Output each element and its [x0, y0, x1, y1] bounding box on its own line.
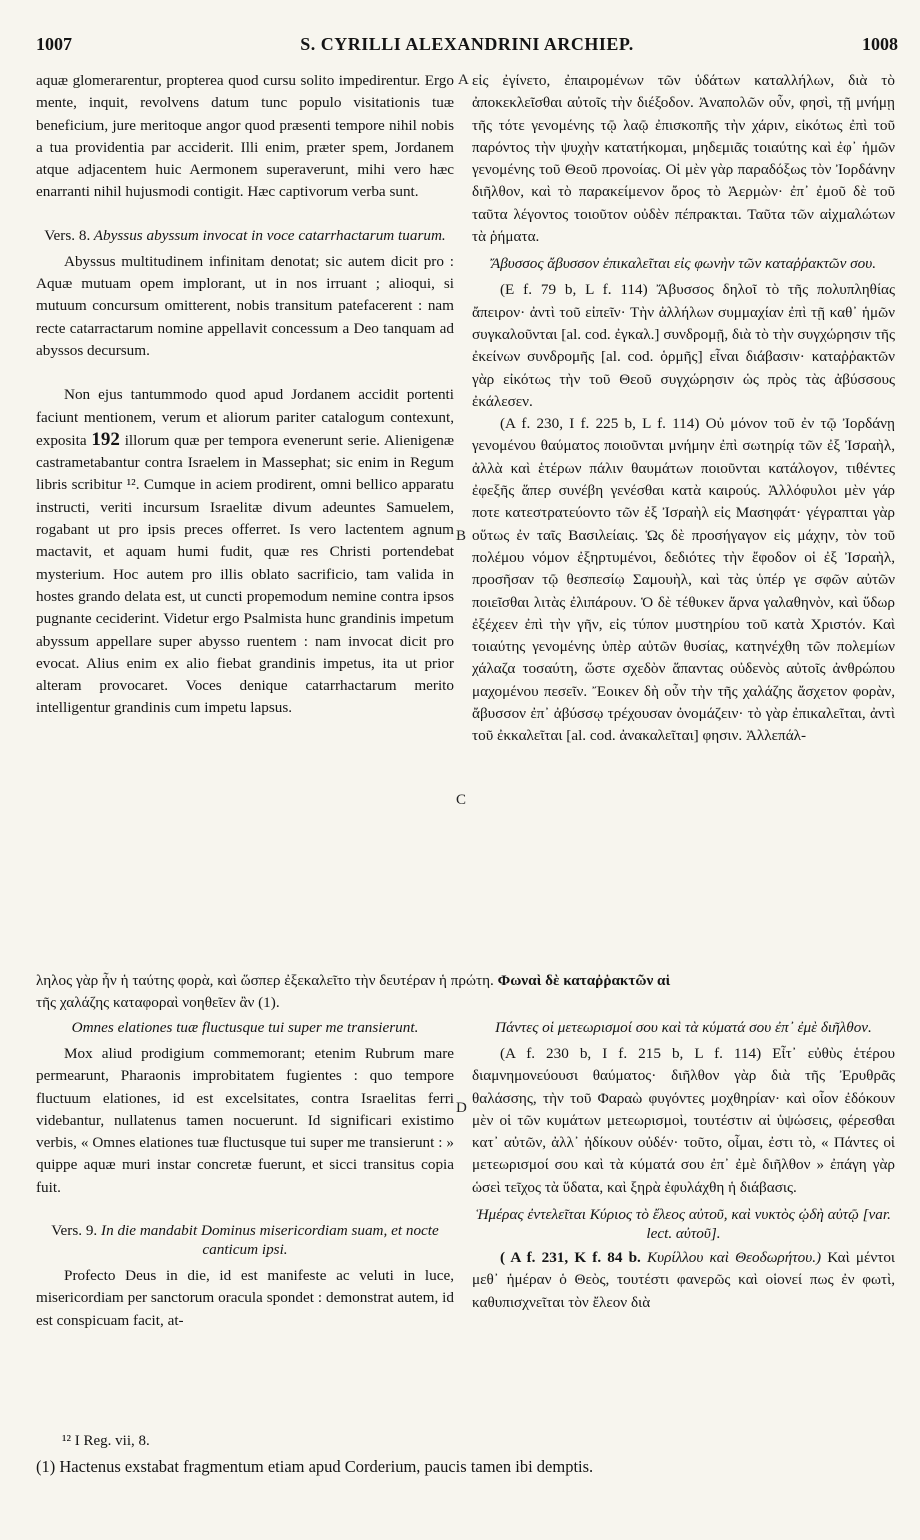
page-header — [36, 34, 898, 62]
latin-omnes-heading: Omnes elationes tuæ fluctusque tui super me transierunt. — [71, 1019, 419, 1036]
latin-paragraph-3-part-a: Non ejus tantummodo quod apud Jordanem accidit portenti faciunt mentionem, verum et aliorum pariter catalogum contexunt, exposita — [36, 386, 454, 449]
footnote-1: (1) Hactenus exstabat fragmentum etiam apud Corderium, paucis tamen ibi demptis. — [36, 1457, 594, 1476]
greek-verse-9-heading: Ἡμέρας ἐντελεῖται Κύριος τὸ ἔλεος αὐτοῦ, καὶ νυκτὸς ᾠδὴ αὐτῷ [var. lect. αὐτοῦ]. — [476, 1206, 891, 1243]
page-number-right: 1008 — [862, 34, 898, 54]
latin-paragraph-5: Profecto Deus in die, id est manifeste ac veluti in luce, misericordiam per sanctorum oracula spondet : demonstrat autem, id est conspicuam facit, at- — [36, 1267, 454, 1329]
latin-verse-8-heading — [36, 226, 454, 245]
greek-paragraph-3: (A f. 230, I f. 225 b, L f. 114) Οὐ μόνον τοῦ ἐν τῷ Ἰορδάνῃ γενομένου θαύματος ποιοῦνται μνήμην ἐπὶ σωτηρίᾳ τῶν ἐξ Ἰσραὴλ, ἀλλὰ καὶ ἑτέρων πάλιν θαυμάτων ποιοῦνται κατάλογον, τιθέντες ἐφεξῆς ἅπερ συνέβη γενέσθαι κατὰ καιρούς. Ἀλλόφυλοι μὲν γάρ ποτε κατεστρατεύοντο τῶν ἐξ Ἰσραὴλ εἰς Μασηφάτ· γέγραπται γὰρ οὕτως ἐν ταῖς Βασιλείαις. Ὡς δὲ προσήγαγον εἰς μάχην, τὸν τοῦ πολέμου νόμον ἐξηρτυμένοι, δεδιότες τὴν ἔφοδον οἱ ἐξ Ἰσραὴλ, προσῆσαν τῷ θεσπεσίῳ Σαμουὴλ, καὶ τὰς ὑπέρ γε σφῶν αὐτῶν ποιεῖσθαι λιτὰς ἐλιπάρουν. Ὁ δὲ τέθυκεν ἄρνα γαλαθηνὸν, καὶ ὕδωρ ἐξέχεεν ἐπὶ τὴν γῆν, εἰς τύπον μυστηρίου τοῦ κατὰ Χριστόν. Καὶ τοιαύτης γενομένης ὑπὲρ αὐτῶν θυσίας, κατηνέχθη τῶν πολεμίων χάλαζα τοσαύτη, ὥστε σχεδὸν ἅπαντας οὐδενὸς αὐτοῖς ἀνθρώπου μαχομένου πεσεῖν. Ἔοικεν δὴ οὖν τὴν τῆς χαλάζης ἄσχετον φορὰν, ἄβυσσον ἐπ᾽ ἀβύσσῳ τρέχουσαν ὀνομάζειν· τὸ γὰρ ἐπικαλεῖται, ἀντὶ τοῦ ἐκκαλεῖται [al. cod. ἀνακαλεῖται] φησιν. Ἀλλεπάλ- — [472, 415, 895, 745]
greek-paragraph-1: εἰς ἐγίνετο, ἐπαιρομένων τῶν ὑδάτων καταλλήλων, διὰ τὸ ἀποκεκλεῖσθαι αὐτοῖς τὴν διέξοδον. Ἀναπολῶν οὖν, φησὶ, τῇ μνήμῃ τῆς τότε γενομένης τῷ λαῷ ἐπισκοπῆς τὴν χάριν, εἰκότως ἐπὶ τοῦ παρόντος τὴν ψυχὴν κατατήκομαι, μηδεμιᾶς τοιαύτης καὶ ἐφ᾽ ἡμῶν γενομένης τοῦ Θεοῦ προνοίας. Οἱ μὲν γὰρ παραδόξως τὸν Ἰορδάνην διῆλθον, καὶ τὸ παρακείμενον ὄρος τὸ Ἀερμὼν· ἐπ᾽ ἐμοῦ δὲ τοῦ ταῦτα λέγοντος τοιοῦτον οὐδὲν πέπρακται. Ταῦτα τῶν αἰχμαλώτων τὰ ῥήματα. — [472, 72, 895, 246]
greek-paragraph-5-ref: ( A f. 231, K f. 84 b. — [500, 1249, 641, 1267]
latin-paragraph-3-part-b: illorum quæ per tempora evenerunt serie. Alienigenæ castrametabantur contra Israelem in Massephat; sic enim in Regum libris scribitur ¹². Cumque in aciem prodirent, omni bellico apparatu instructi, veriti incursum Israelitæ divum adeuntes Samuelem, rogabant ut pro ipsis preces offerret. Is vero lactentem agnum mactavit, et aquam humi fudit, quæ res Christi portendebat mysterium. Hoc autem pro illis oblato sacrificio, tam valida in hostes grando delata est, ut cuncti propemodum nemine contra ipsos pugnante ceciderint. Videtur ergo Psalmista hunc grandinis impetum abyssum appellare super abysso ruentem : nam invocat dicit pro evocat. Alius enim ex alio fiebat grandinis impetus, ita ut prior alteram provocaret. Voces denique catarrhactarum merito intelligentur grandinis cum impetu lapsus. — [36, 431, 455, 717]
margin-marker-d: D — [456, 1100, 467, 1116]
verse-8-label: Vers. 8. — [44, 226, 91, 244]
spanning-line-1-a: ληλος γὰρ ἦν ἡ ταύτης φορὰ, καὶ ὥσπερ ἐξεκαλεῖτο τὴν δευτέραν ἡ πρώτη. — [36, 972, 494, 989]
greek-paragraph-5-text: Καὶ μέντοι μεθ᾽ ἡμέραν ὁ Θεὸς, τουτέστι φανερῶς καὶ οἱονεί πως ἐν φωτὶ, καθυπισχνεῖται τὸν ἔλεον διὰ — [472, 1249, 896, 1311]
footnote-12: ¹² I Reg. vii, 8. — [62, 1433, 150, 1449]
greek-paragraph-4: (A f. 230 b, I f. 215 b, L f. 114) Εἶτ᾽ εὐθὺς ἑτέρου διαμνημονεύουσι θαύματος· διῆλθον γὰρ διὰ τῆς Ἐρυθρᾶς θαλάσσης, τὴν τοῦ Φαραὼ φυγόντες μοχθηρίαν· καὶ οἷον ἐδόκουν μὲν οἱ τῶν κυμάτων μετεωρισμοὶ, τουτέστιν αἱ ὑψώσεις, φέρεσθαι κατ᾽ αὐτῶν, ἀλλ᾽ ἠδίκουν οὐδέν· τοῦτο, οἶμαι, ἐστι τὸ, « Πάντες οἱ μετεωρισμοί σου καὶ τὰ κύματά σου ἐπ᾽ ἐμὲ διῆλθον » ἐπάγη γὰρ ὡσεὶ τεῖχος τὰ ὕδατα, καὶ ξηρὰ ἐφυλάχθη ἡ διάβασις. — [472, 1045, 895, 1196]
margin-marker-b: B — [456, 528, 467, 544]
latin-paragraph-1: aquæ glomerarentur, propterea quod cursu solito impedirentur. Ergo mente, inquit, revolvens datum tunc populo visitationis tuæ beneficium, jure meritoque angor quod præsenti tempore nihil nobis a tua providentia par acciderit. Illi enim, præter spem, Jordanem atque adjacentem huic Aermonem superaverunt, mihi vero hæc enarranti nihil hujusmodi contigit. Hæc captivorum verba sunt. — [36, 72, 454, 201]
column-number-192: 192 — [91, 428, 120, 450]
greek-column-lower — [472, 1018, 895, 1314]
spanning-line-2: τῆς χαλάζης καταφοραὶ νοηθεῖεν ἂν (1). — [36, 994, 280, 1012]
footnotes — [36, 1428, 895, 1480]
verse-9-label: Vers. 9. — [51, 1222, 98, 1240]
latin-column — [36, 70, 454, 720]
margin-marker-c: C — [456, 792, 467, 808]
running-title: S. CYRILLI ALEXANDRINI ARCHIEP. — [300, 34, 634, 54]
latin-paragraph-2: Abyssus multitudinem infinitam denotat; sic autem dicit pro : Aquæ mutuam opem implorant, ut in nos irruant ; alioqui, si mutuum concursum omitterent, nobis transitum patefacerent : nam recte catarractarum nomine appellavit concessum a Deo tanquam ad abyssos decursum. — [36, 252, 454, 359]
verse-9-text: In die mandabit Dominus misericordiam suam, et nocte canticum ipsi. — [101, 1222, 439, 1259]
verse-8-text: Abyssus abyssum invocat in voce catarrhactarum tuarum. — [93, 226, 446, 244]
latin-column-lower — [36, 1018, 454, 1332]
greek-paragraph-2: (E f. 79 b, L f. 114) Ἄβυσσος δηλοῖ τὸ τῆς πολυπληθίας ἄπειρον· ἀντὶ τοῦ εἰπεῖν· Τὴν ἀλλήλων συμμαχίαν ἐπὶ τῇ καθ᾽ ἡμῶν συγκαλοῦνται [al. cod. ἐγκαλ.] συνδρομῇ, διὰ τὸ τὴν συγχώρησιν τῆς ἐκείνων συνδρομῆς [al. cod. ὁρμῆς] εἶναι διάβασιν· καταῤῥακτῶν γὰρ εἰκότως τὴν τοῦ Θεοῦ συγχώρησιν ὡς πρὸς τὰς ἀβύσσους ἐκάλεσεν. — [472, 281, 895, 410]
greek-panta-heading: Πάντες οἱ μετεωρισμοί σου καὶ τὰ κύματά σου ἐπ᾽ ἐμὲ διῆλθον. — [495, 1019, 872, 1036]
latin-paragraph-4: Mox aliud prodigium commemorant; etenim Rubrum mare permearunt, Pharaonis improbitatem fugientes : quo tempore fluctuum elationes, id est excelsitates, contra Israelitas ferri videbantur, nullatenus tamen nocuerunt. Id significari existimo verbis, « Omnes elationes tuæ fluctusque tui super me transierunt : » quippe aquæ muri instar concretæ fuerunt, et sicci transitus copia fuit. — [36, 1045, 454, 1196]
page-number-left: 1007 — [36, 34, 72, 54]
greek-column — [472, 70, 895, 748]
latin-verse-9-heading — [36, 1221, 454, 1259]
spanning-greek-lines — [36, 970, 895, 1015]
greek-paragraph-5 — [472, 1247, 895, 1314]
spanning-line-1-b: Φωναὶ δὲ καταῤῥακτῶν αἱ — [497, 972, 671, 989]
greek-verse-8-heading: Ἄβυσσος ἄβυσσον ἐπικαλεῖται εἰς φωνὴν τῶν καταῤῥακτῶν σου. — [490, 255, 877, 273]
latin-paragraph-3 — [36, 384, 454, 719]
margin-marker-a: A — [458, 72, 469, 88]
greek-paragraph-5-ref-names: Κυρίλλου καὶ Θεοδωρήτου.) — [647, 1249, 822, 1267]
